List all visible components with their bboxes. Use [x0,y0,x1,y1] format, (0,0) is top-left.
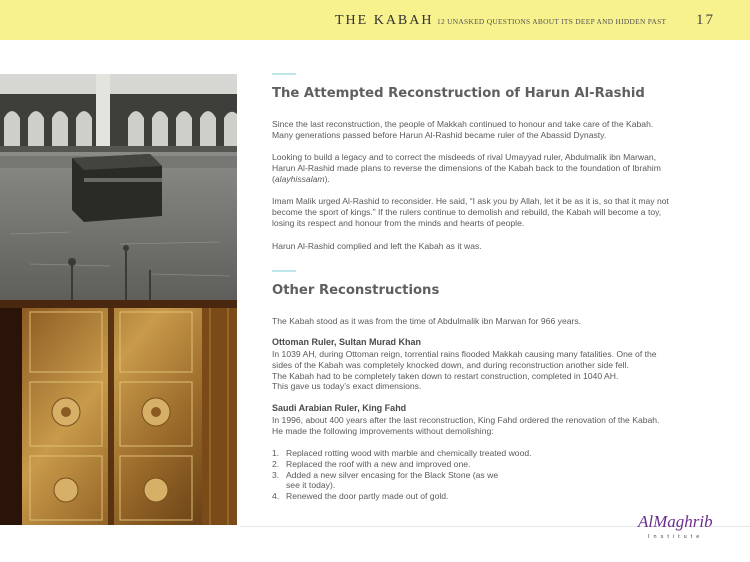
page-header [0,0,750,40]
section-title-harun: The Attempted Reconstruction of Harun Al-Rashid [272,86,645,101]
list-item [272,459,572,470]
text-line [272,174,712,185]
flooded-kabah-photo [0,74,237,300]
improvements-list [272,448,572,502]
page-number: 17 [696,12,715,28]
book-subtitle: 12 UNASKED QUESTIONS ABOUT ITS DEEP AND HIDDEN PAST [437,17,667,26]
book-title: THE KABAH [335,13,434,28]
paragraph-complied: Harun Al-Rashid complied and left the Kabah as it was. [272,241,482,251]
list-item [272,470,572,492]
list-item [272,448,572,459]
text-line: The Kabah had to be completely taken down to restart construction, completed in 1040 AH. [272,370,619,381]
list-number: 2. [272,458,280,469]
paragraph-legacy [272,152,712,184]
list-text-continued: see it today). [286,480,336,491]
text-line: This gave us today’s exact dimensions. [272,381,422,392]
list-item [272,491,572,502]
subheading-saudi: Saudi Arabian Ruler, King Fahd [272,403,407,413]
paragraph-saudi [272,415,712,437]
text-fragment: ( [272,173,275,184]
text-line: Many generations passed before Harun Al-Rashid became ruler of the Abassid Dynasty. [272,129,607,140]
list-number: 1. [272,448,280,458]
text-line: Looking to build a legacy and to correct the misdeeds of rival Umayyad ruler, Abdulmalik ibn Marwan, [272,152,657,162]
logo-subtext: Institute [648,534,704,540]
text-line: sides of the Kabah was completely knocked down, and during reconstruction another side fell. [272,359,629,370]
list-text: Replaced the roof with a new and improved one. [286,458,471,469]
almaghrib-logo [638,512,718,544]
list-text: Renewed the door partly made out of gold. [286,491,449,502]
logo-wordmark: AlMaghrib [638,512,713,531]
list-number: 4. [272,491,280,502]
text-line: In 1039 AH, during Ottoman reign, torrential rains flooded Makkah causing many fatalities. One of the [272,349,657,359]
subheading-ottoman: Ottoman Ruler, Sultan Murad Khan [272,337,422,347]
text-line: Imam Malik urged Al-Rashid to reconsider. He said, “I ask you by Allah, let it be as it is, so that it may not [272,196,669,206]
list-text: Replaced rotting wood with marble and chemically treated wood. [286,448,532,458]
text-line: losing its respect and honour from the minds and hearts of people. [272,217,525,228]
text-line: In 1996, about 400 years after the last reconstruction, King Fahd ordered the renovation of the Kabah. [272,415,660,425]
kabah-door-photo [0,300,237,525]
list-text: Added a new silver encasing for the Black Stone (as we [286,469,499,480]
paragraph-imam-malik [272,196,712,228]
list-number: 3. [272,469,280,480]
text-line: Harun Al-Rashid made plans to reverse the dimensions of the Kabah back to the foundation of Ibrahim [272,162,661,173]
text-line: Since the last reconstruction, the people of Makkah continued to honour and take care of the Kabah. [272,119,654,129]
paragraph-stood: The Kabah stood as it was from the time of Abdulmalik ibn Marwan for 966 years. [272,316,582,326]
text-line: He made the following improvements without demolishing: [272,425,494,436]
section-accent-line [272,270,296,272]
paragraph-ottoman [272,349,712,392]
section-title-other: Other Reconstructions [272,283,440,298]
text-fragment: ). [324,173,330,184]
section-accent-line [272,73,296,75]
paragraph-intro [272,119,712,141]
text-line: become the sport of kings.” If the rulers continue to demolish and rebuild, the Kabah will become a toy, [272,206,662,217]
italic-term: alayhissalam [274,173,325,184]
